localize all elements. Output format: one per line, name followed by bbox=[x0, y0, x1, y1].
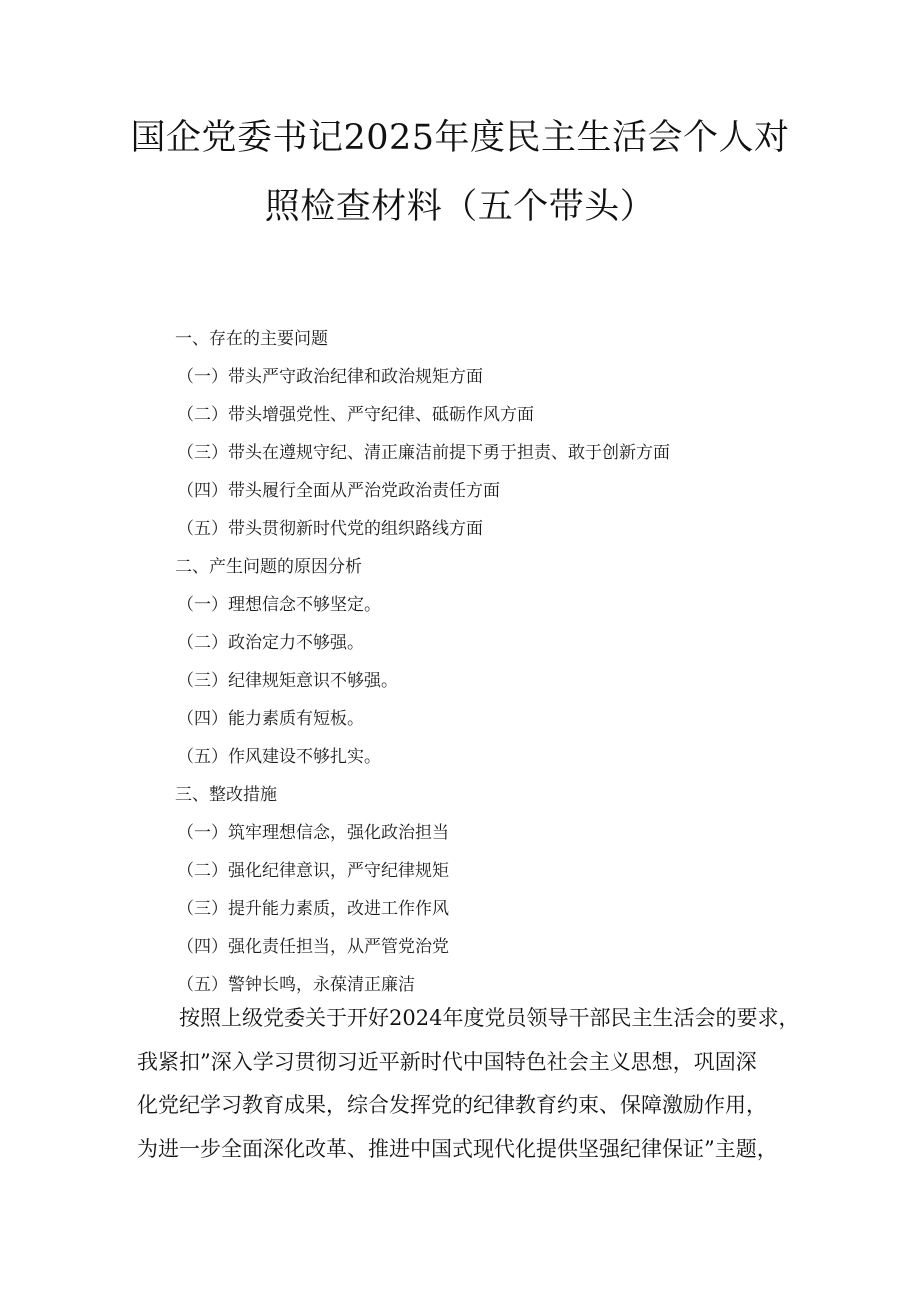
body-line: 按照上级党委关于开好2024年度党员领导干部民主生活会的要求， bbox=[179, 1006, 800, 1030]
outline bbox=[175, 320, 670, 1004]
outline-section-heading: 一、存在的主要问题 bbox=[175, 329, 328, 349]
outline-item: （四）带头履行全面从严治党政治责任方面 bbox=[177, 481, 500, 501]
outline-section-heading: 三、整改措施 bbox=[175, 785, 277, 805]
outline-item: （三）纪律规矩意识不够强。 bbox=[177, 671, 398, 691]
document-title-line-2: 照检查材料（五个带头） bbox=[264, 187, 656, 227]
body-paragraph bbox=[137, 997, 800, 1171]
outline-item: （一）筑牢理想信念，强化政治担当 bbox=[177, 823, 449, 843]
body-line: 为进一步全面深化改革、推进中国式现代化提供坚强纪律保证”主题， bbox=[137, 1136, 778, 1161]
outline-item: （四）能力素质有短板。 bbox=[177, 709, 364, 729]
outline-item: （五）作风建设不够扎实。 bbox=[177, 747, 381, 767]
body-line: 化党纪学习教育成果，综合发挥党的纪律教育约束、保障激励作用， bbox=[137, 1093, 767, 1117]
outline-item: （五）带头贯彻新时代党的组织路线方面 bbox=[177, 519, 483, 539]
outline-item: （二）带头增强党性、严守纪律、砥砺作风方面 bbox=[177, 405, 534, 425]
outline-item: （一）理想信念不够坚定。 bbox=[177, 595, 381, 615]
document-title-line-1: 国企党委书记2025年度民主生活会个人对 bbox=[130, 118, 790, 158]
outline-item: （三）带头在遵规守纪、清正廉洁前提下勇于担责、敢于创新方面 bbox=[177, 443, 670, 463]
outline-item: （三）提升能力素质，改进工作作风 bbox=[177, 899, 449, 919]
outline-item: （一）带头严守政治纪律和政治规矩方面 bbox=[177, 367, 483, 387]
outline-item: （四）强化责任担当，从严管党治党 bbox=[177, 937, 449, 957]
outline-section-heading: 二、产生问题的原因分析 bbox=[175, 557, 362, 577]
outline-item: （五）警钟长鸣，永葆清正廉洁 bbox=[177, 975, 415, 995]
body-line: 我紧扣”深入学习贯彻习近平新时代中国特色社会主义思想，巩固深 bbox=[137, 1049, 757, 1074]
outline-item: （二）强化纪律意识，严守纪律规矩 bbox=[177, 861, 449, 881]
outline-item: （二）政治定力不够强。 bbox=[177, 633, 364, 653]
